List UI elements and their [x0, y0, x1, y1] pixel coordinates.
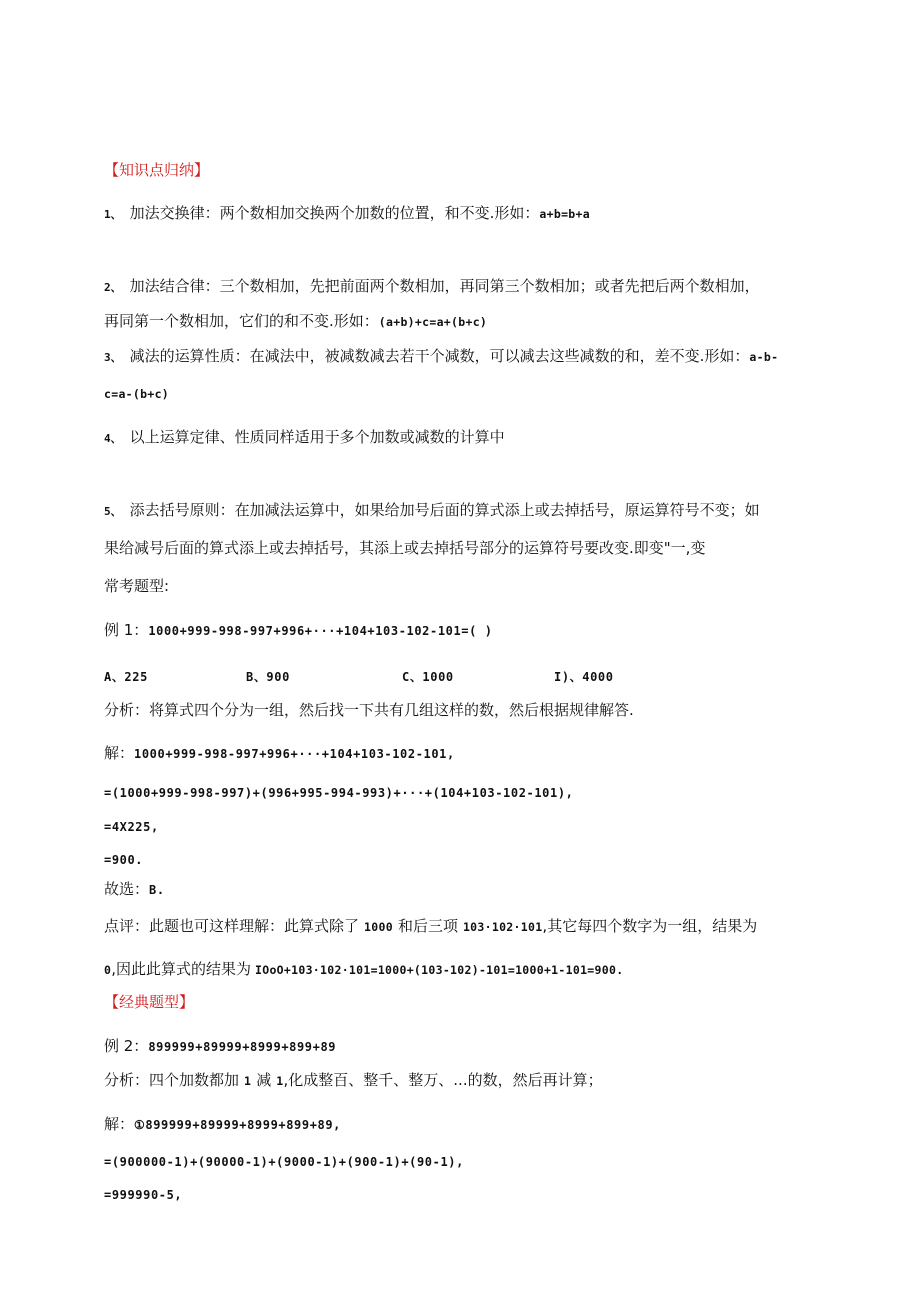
rule-formula: a-b-	[749, 350, 779, 364]
comment-expression: IOoO+103·102·101=1000+(103-102)-101=1000+1-101=900.	[255, 963, 624, 977]
comment-text: 此题也可这样理解：此算式除了	[149, 917, 360, 935]
example-label: 例 2：	[104, 1037, 149, 1055]
comment-text: 和后三项	[397, 917, 458, 935]
rule-formula: (a+b)+c=a+(b+c)	[378, 315, 488, 329]
solution-step: =(900000-1)+(90000-1)+(9000-1)+(900-1)+(90-1),	[104, 1155, 464, 1169]
comment-expression: 103·102·101	[462, 920, 543, 934]
analysis-text: ,化成整百、整千、整万、...的数，然后再计算；	[283, 1071, 603, 1089]
rule-text: 加法交换律：两个数相加交换两个加数的位置，和不变.形如：	[129, 204, 540, 222]
example-expression: 1000+999-998-997+996+···+104+103-102-101=( )	[148, 624, 493, 638]
rule-2-continued	[104, 311, 487, 332]
solution-step: =999990-5,	[104, 1188, 183, 1202]
example-1-comment-continued	[104, 959, 623, 980]
rule-4	[104, 427, 505, 449]
analysis-label: 分析：	[104, 1071, 150, 1089]
rule-text: 加法结合律：三个数相加，先把前面两个数相加，再同第三个数相加；或者先把后两个数相加，	[129, 277, 760, 295]
rule-text: 添去括号原则：在加减法运算中，如果给加号后面的算式添上或去掉括号，原运算符号不变；如	[129, 501, 760, 519]
rule-text: 减法的运算性质：在减法中，被减数减去若干个减数，可以减去这些减数的和，差不变.形如：	[129, 347, 750, 365]
analysis-text: 四个加数都加	[149, 1071, 240, 1089]
example-1-question	[104, 620, 493, 641]
rule-text: 果给减号后面的算式添上或去掉括号，其添上或去掉括号部分的运算符号要改变.即变"一,变	[104, 539, 706, 557]
analysis-number: 1	[244, 1074, 252, 1088]
rule-text: 以上运算定律、性质同样适用于多个加数或减数的计算中	[129, 428, 505, 446]
rule-number: 4、	[104, 432, 122, 445]
comment-number: 0	[104, 963, 112, 977]
rule-number: 1、	[104, 208, 122, 221]
common-types-label: 常考题型:	[104, 577, 170, 595]
comment-text: ,其它每四个数字为一组，结果为	[542, 917, 758, 935]
example-2-analysis	[104, 1070, 603, 1091]
solution-step: =(1000+999-998-997)+(996+995-994-993)+···+(104+103-102-101),	[104, 786, 574, 800]
solution-step: =4X225,	[104, 820, 159, 834]
analysis-number: 1	[276, 1074, 284, 1088]
example-label: 例 1：	[104, 621, 149, 639]
rule-5	[104, 500, 760, 522]
option-b: B、900	[246, 670, 290, 684]
rule-number: 2、	[104, 281, 122, 294]
answer-label: 故选：	[104, 880, 150, 898]
example-2-question	[104, 1036, 336, 1057]
comment-number: 1000	[364, 920, 393, 934]
comment-text: ,因此此算式的结果为	[111, 960, 252, 978]
example-1-answer	[104, 879, 165, 900]
example-1-analysis	[104, 700, 634, 720]
rule-5-continued	[104, 538, 705, 558]
rule-3-continued	[104, 383, 169, 404]
comment-label: 点评：	[104, 917, 150, 935]
rule-text: 再同第一个数相加，它们的和不变.形如：	[104, 312, 379, 330]
example-1-solution	[104, 743, 455, 764]
rule-formula: c=a-(b+c)	[104, 387, 170, 401]
example-expression: 899999+89999+8999+899+89	[148, 1040, 337, 1054]
answer-value: B.	[149, 883, 165, 897]
solution-label: 解：	[104, 744, 135, 762]
solution-step: =900.	[104, 853, 144, 867]
option-a: A、225	[104, 670, 148, 684]
example-1-comment	[104, 916, 757, 937]
rule-formula: a+b=b+a	[539, 207, 590, 221]
rule-1	[104, 203, 590, 225]
solution-label: 解：	[104, 1115, 135, 1133]
section-heading-knowledge: 【知识点归纳】	[104, 161, 210, 179]
analysis-text: 减	[256, 1071, 272, 1089]
analysis-label: 分析：	[104, 701, 150, 719]
section-heading-classic: 【经典题型】	[104, 993, 195, 1011]
option-d: I)、4000	[554, 670, 614, 684]
rule-number: 3、	[104, 351, 122, 364]
option-c: C、1000	[402, 670, 454, 684]
rule-2	[104, 276, 760, 298]
rule-number: 5、	[104, 505, 122, 518]
rule-3	[104, 346, 778, 368]
example-2-solution	[104, 1114, 341, 1135]
solution-step: 1000+999-998-997+996+···+104+103-102-101,	[134, 747, 455, 761]
analysis-text: 将算式四个分为一组，然后找一下共有几组这样的数，然后根据规律解答.	[149, 701, 634, 719]
solution-step: ①899999+89999+8999+899+89,	[134, 1118, 341, 1132]
